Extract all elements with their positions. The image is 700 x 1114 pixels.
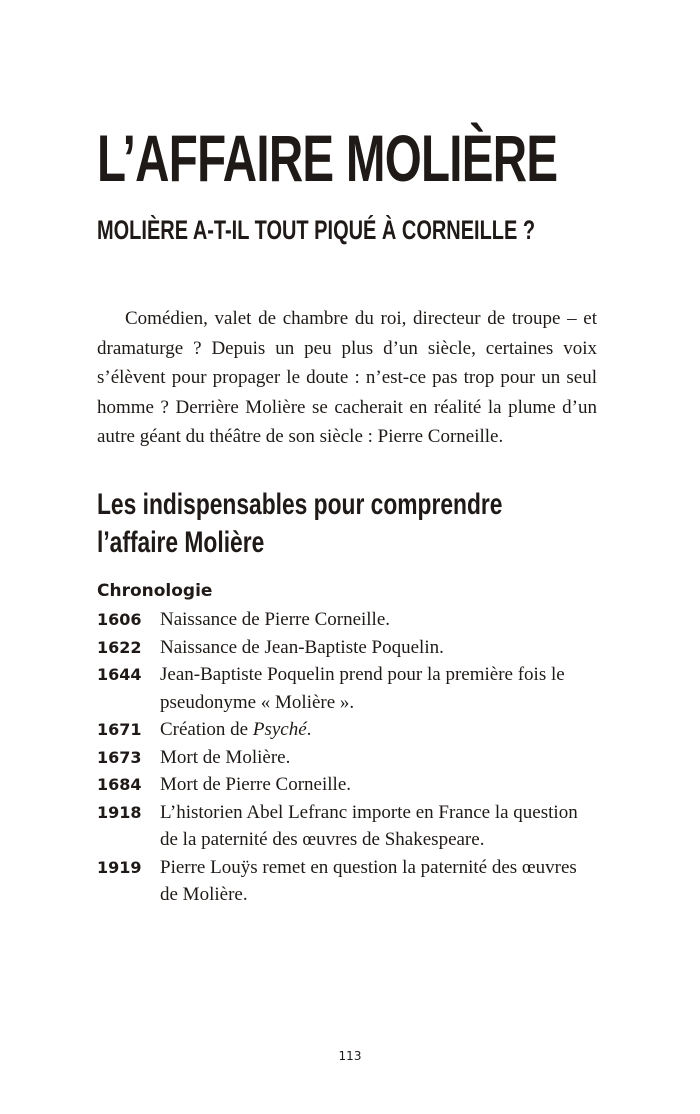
page-number: 113 [338,1049,362,1063]
chronology-year: 1644 [97,665,142,684]
chapter-subtitle: MOLIÈRE A-T-IL TOUT PIQUÉ À CORNEILLE ? [97,215,536,245]
chronology-list [97,606,597,909]
chronology-event: Pierre Louÿs remet en question la paternité des œuvres de Molière. [160,856,577,905]
chronology-entry [97,854,597,909]
chronology-year: 1622 [97,637,142,657]
chronology-event: Mort de Pierre Corneille. [160,774,352,795]
section-heading [97,486,502,562]
chronology-event-prefix: Création de [160,719,253,740]
chronology-entry [97,799,597,854]
chronology-year: 1673 [97,747,142,767]
chronology-year: 1918 [97,802,142,822]
chronology-year: 1919 [97,857,142,877]
chronology-event: Jean-Baptiste Poquelin prend pour la première fois le pseudonyme « Molière ». [160,664,565,713]
chronology-event: Mort de Molière. [160,746,291,768]
chronology-year: 1671 [97,720,142,739]
chapter-title: L’AFFAIRE MOLIÈRE [97,121,558,195]
chronology-event-suffix: . [306,719,312,740]
chronology-event: Naissance de Jean-Baptiste Poquelin. [160,636,444,658]
work-title: Psyché [252,719,307,740]
chronology-year: 1684 [97,775,142,794]
chronology-entry [97,744,597,772]
chronology-entry [97,606,597,634]
chronology-entry [97,634,597,662]
chronology-entry [97,661,597,716]
section-heading-line-1: Les indispensables pour comprendre [97,488,503,521]
chronology-event: Naissance de Pierre Corneille. [160,609,391,630]
section-heading-line-2: l’affaire Molière [97,526,265,559]
chronology-entry [97,716,597,744]
chronology-entry [97,771,597,799]
chronology-heading: Chronologie [97,581,213,601]
intro-paragraph: Comédien, valet de chambre du roi, directeur de troupe – et dramaturge ? Depuis un peu plus d’un siècle, certaines voix s’élèvent pour propager le doute : n’est-ce pas trop pour un seul homme ? Derrière Molière se cacherait en réalité la plume d’un autre géant du théâtre de son siècle : Pierre Corneille. [97,308,597,447]
chronology-year: 1606 [97,610,142,629]
chronology-event [160,716,597,744]
chronology-event: L’historien Abel Lefranc importe en France la question de la paternité des œuvres de Shakespeare. [160,801,578,850]
